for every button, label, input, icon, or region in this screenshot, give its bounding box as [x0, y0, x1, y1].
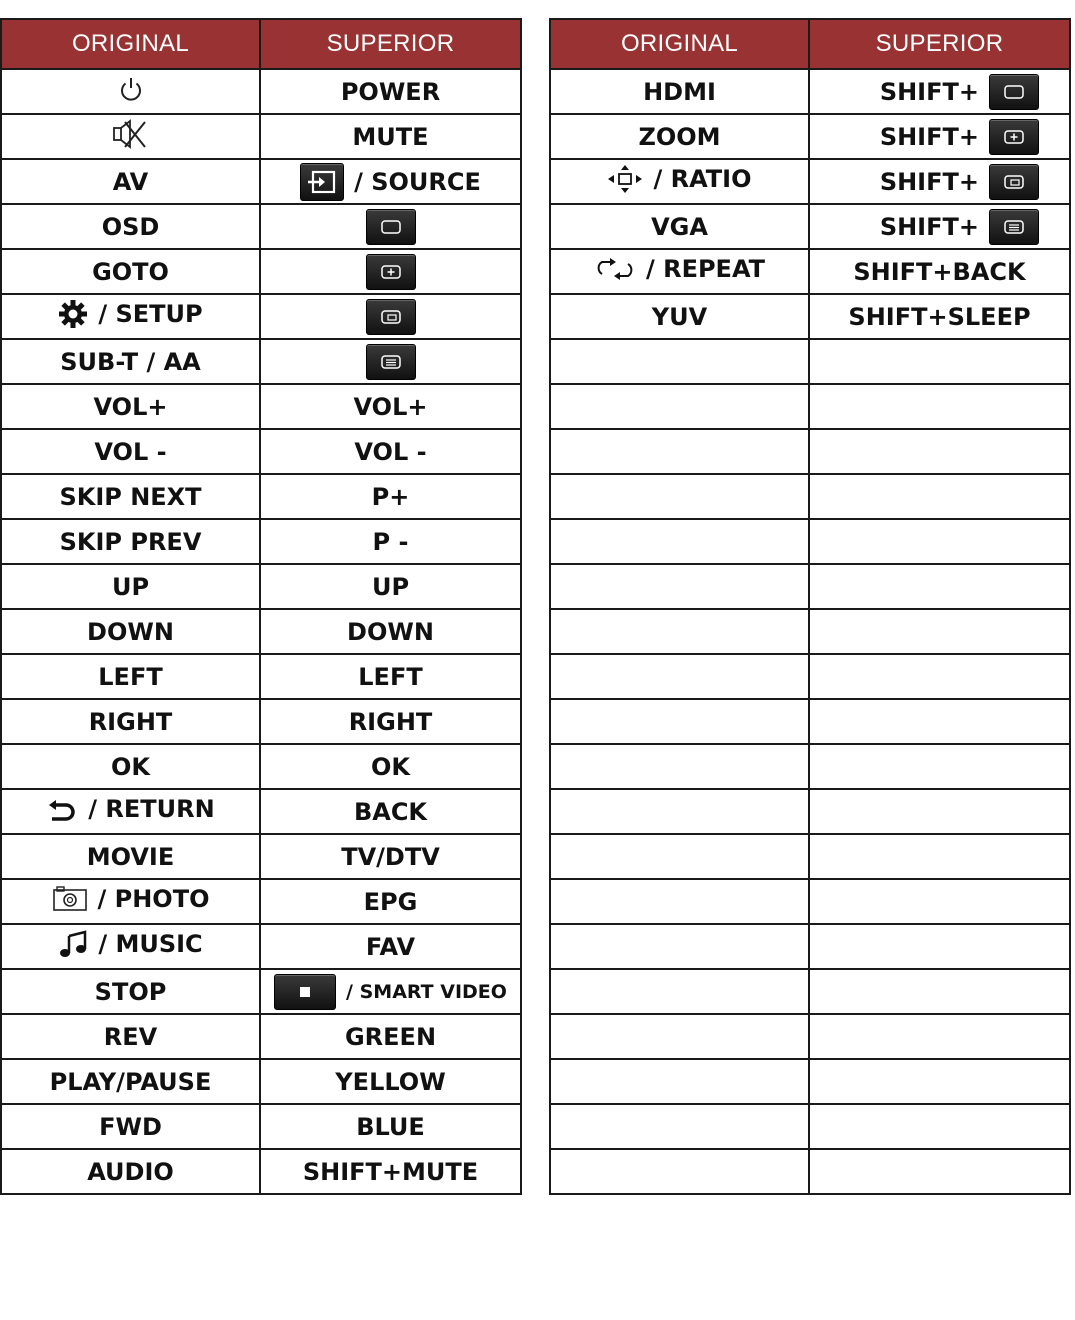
- original-label: AV: [112, 167, 149, 196]
- original-cell-content: [87, 618, 174, 646]
- original-empty-cell: [550, 1059, 809, 1104]
- original-cell-content: [104, 1023, 157, 1051]
- superior-label: SHIFT+MUTE: [302, 1157, 479, 1186]
- right-table-row: [550, 969, 1070, 1014]
- original-cell-content: [594, 255, 765, 283]
- superior-cell: [260, 789, 521, 834]
- original-label: / SETUP: [98, 299, 203, 328]
- superior-empty-cell: [809, 1059, 1070, 1104]
- superior-cell: [260, 294, 521, 339]
- left-table-row: [1, 69, 521, 114]
- original-cell-content: [50, 1068, 212, 1096]
- original-label: VOL+: [93, 392, 168, 421]
- left-table-row: [1, 564, 521, 609]
- original-cell: [1, 429, 260, 474]
- zoom-key-icon: [366, 254, 416, 290]
- original-cell-content: [60, 528, 202, 556]
- ratio-key-icon: [366, 299, 416, 335]
- superior-label: / SMART VIDEO: [346, 980, 507, 1003]
- original-empty-cell: [550, 609, 809, 654]
- original-label: / RATIO: [653, 164, 752, 193]
- original-label: GOTO: [92, 257, 169, 286]
- right-table-row: [550, 789, 1070, 834]
- original-cell: [1, 249, 260, 294]
- power-icon: [116, 74, 146, 104]
- superior-cell-content: [810, 209, 1069, 245]
- left-table-row: [1, 339, 521, 384]
- right-table-row: [550, 699, 1070, 744]
- original-cell-content: [638, 123, 720, 151]
- superior-empty-cell: [809, 654, 1070, 699]
- original-empty-cell: [550, 879, 809, 924]
- left-table-row: [1, 879, 521, 924]
- superior-label: SHIFT+: [879, 212, 979, 241]
- original-cell: [1, 114, 260, 159]
- original-cell-content: [111, 753, 150, 781]
- original-cell-content: [98, 663, 162, 691]
- superior-cell: [809, 249, 1070, 294]
- superior-cell: [260, 339, 521, 384]
- original-label: HDMI: [643, 77, 716, 106]
- superior-cell-content: [371, 753, 410, 781]
- original-cell-content: [94, 393, 168, 421]
- left-table-row: [1, 294, 521, 339]
- superior-cell: [260, 474, 521, 519]
- superior-cell-content: [372, 573, 409, 601]
- superior-empty-cell: [809, 789, 1070, 834]
- superior-cell: [260, 159, 521, 204]
- superior-cell: [260, 69, 521, 114]
- superior-label: SHIFT+SLEEP: [848, 302, 1031, 331]
- left-table-row: [1, 1014, 521, 1059]
- superior-cell: [260, 1014, 521, 1059]
- superior-label: / SOURCE: [354, 167, 481, 196]
- superior-cell-content: [352, 123, 428, 151]
- original-cell: [550, 69, 809, 114]
- superior-cell-content: [335, 1068, 445, 1096]
- superior-cell: [260, 969, 521, 1014]
- superior-label: SHIFT+BACK: [853, 257, 1026, 286]
- superior-empty-cell: [809, 1104, 1070, 1149]
- superior-cell-content: [358, 663, 422, 691]
- original-cell: [1, 654, 260, 699]
- left-header-original: ORIGINAL: [1, 19, 260, 69]
- original-label: YUV: [651, 302, 708, 331]
- superior-label: TV/DTV: [341, 842, 440, 871]
- right-table-row: [550, 924, 1070, 969]
- music-note-icon: [58, 929, 88, 959]
- original-label: SUB-T / AA: [60, 347, 201, 376]
- superior-cell: [809, 294, 1070, 339]
- original-cell-content: [60, 348, 201, 376]
- original-label: FWD: [99, 1112, 162, 1141]
- original-label: / PHOTO: [97, 884, 210, 913]
- original-cell-content: [52, 885, 210, 913]
- right-table-row: [550, 384, 1070, 429]
- original-cell-content: [94, 438, 166, 466]
- original-cell-content: [58, 299, 202, 329]
- original-empty-cell: [550, 564, 809, 609]
- superior-cell: [260, 1149, 521, 1194]
- superior-cell: [809, 69, 1070, 114]
- left-table-row: [1, 609, 521, 654]
- superior-label: P -: [372, 527, 409, 556]
- left-header-row: [1, 19, 521, 69]
- stop-key-icon: [274, 974, 336, 1010]
- original-empty-cell: [550, 1104, 809, 1149]
- right-table-row: [550, 474, 1070, 519]
- right-header-superior: SUPERIOR: [809, 19, 1070, 69]
- original-cell: [1, 1014, 260, 1059]
- original-cell-content: [102, 213, 160, 241]
- gear-icon: [58, 299, 88, 329]
- original-cell-content: [95, 978, 167, 1006]
- superior-label: P+: [371, 482, 410, 511]
- original-cell: [1, 384, 260, 429]
- superior-label: RIGHT: [348, 707, 433, 736]
- original-empty-cell: [550, 384, 809, 429]
- original-cell: [1, 69, 260, 114]
- original-cell-content: [58, 929, 202, 959]
- original-cell: [1, 1059, 260, 1104]
- right-header-row: [550, 19, 1070, 69]
- original-label: / MUSIC: [98, 929, 203, 958]
- superior-cell: [260, 384, 521, 429]
- superior-label: SHIFT+: [879, 122, 979, 151]
- left-table-row: [1, 159, 521, 204]
- superior-label: VOL -: [354, 437, 427, 466]
- superior-label: OK: [371, 752, 410, 781]
- left-table-row: [1, 834, 521, 879]
- superior-empty-cell: [809, 519, 1070, 564]
- original-cell-content: [651, 213, 708, 241]
- superior-cell-content: [347, 618, 434, 646]
- original-label: LEFT: [98, 662, 163, 691]
- original-label: SKIP PREV: [59, 527, 202, 556]
- right-table-row: [550, 339, 1070, 384]
- superior-cell-content: [354, 798, 427, 826]
- superior-empty-cell: [809, 699, 1070, 744]
- original-cell: [1, 879, 260, 924]
- left-table-row: [1, 114, 521, 159]
- left-table-row: [1, 699, 521, 744]
- superior-cell: [260, 609, 521, 654]
- superior-cell-content: [366, 933, 415, 961]
- superior-cell-content: [364, 888, 418, 916]
- original-empty-cell: [550, 474, 809, 519]
- superior-label: GREEN: [344, 1022, 437, 1051]
- original-cell-content: [652, 303, 707, 331]
- superior-empty-cell: [809, 609, 1070, 654]
- superior-cell-content: [349, 708, 433, 736]
- superior-cell: [260, 204, 521, 249]
- superior-label: YELLOW: [335, 1067, 446, 1096]
- list-key-icon: [989, 209, 1039, 245]
- right-table-row: [550, 654, 1070, 699]
- superior-empty-cell: [809, 879, 1070, 924]
- superior-empty-cell: [809, 339, 1070, 384]
- superior-empty-cell: [809, 564, 1070, 609]
- superior-cell-content: [810, 74, 1069, 110]
- superior-cell-content: [354, 438, 426, 466]
- superior-cell: [260, 1104, 521, 1149]
- original-cell: [550, 249, 809, 294]
- superior-empty-cell: [809, 744, 1070, 789]
- superior-cell-content: [341, 78, 440, 106]
- original-empty-cell: [550, 654, 809, 699]
- superior-empty-cell: [809, 924, 1070, 969]
- original-cell: [1, 834, 260, 879]
- original-cell-content: [111, 117, 151, 151]
- left-table-row: [1, 429, 521, 474]
- original-cell-content: [46, 795, 214, 823]
- superior-cell-content: [810, 119, 1069, 155]
- right-table-row: [550, 204, 1070, 249]
- right-table-row: [550, 879, 1070, 924]
- left-table-row: [1, 1104, 521, 1149]
- original-label: ZOOM: [638, 122, 721, 151]
- original-empty-cell: [550, 339, 809, 384]
- original-label: VGA: [651, 212, 708, 241]
- right-table-row: [550, 1149, 1070, 1194]
- original-label: UP: [111, 572, 150, 601]
- superior-cell: [260, 654, 521, 699]
- original-cell-content: [87, 843, 175, 871]
- original-cell-content: [92, 258, 169, 286]
- original-cell-content: [89, 708, 173, 736]
- superior-cell: [260, 879, 521, 924]
- superior-label: LEFT: [358, 662, 423, 691]
- ratio-key-icon: [989, 164, 1039, 200]
- original-label: RIGHT: [88, 707, 173, 736]
- superior-cell: [260, 249, 521, 294]
- original-label: MOVIE: [86, 842, 175, 871]
- superior-cell-content: [372, 483, 410, 511]
- camera-icon: [52, 885, 88, 913]
- right-table-row: [550, 69, 1070, 114]
- right-table-row: [550, 114, 1070, 159]
- original-empty-cell: [550, 429, 809, 474]
- superior-empty-cell: [809, 474, 1070, 519]
- superior-cell-content: [345, 1023, 436, 1051]
- repeat-icon: [594, 255, 636, 283]
- right-table-row: [550, 744, 1070, 789]
- original-label: / REPEAT: [645, 254, 766, 283]
- original-cell: [1, 609, 260, 654]
- superior-label: BLUE: [356, 1112, 425, 1141]
- original-label: PLAY/PAUSE: [49, 1067, 212, 1096]
- original-empty-cell: [550, 744, 809, 789]
- superior-empty-cell: [809, 1149, 1070, 1194]
- superior-cell-content: [366, 254, 416, 290]
- right-table-row: [550, 429, 1070, 474]
- aspect-ratio-icon: [607, 164, 643, 194]
- left-table-row: [1, 924, 521, 969]
- source-input-icon: [300, 163, 344, 201]
- superior-cell-content: [810, 164, 1069, 200]
- right-header-original: ORIGINAL: [550, 19, 809, 69]
- superior-label: SHIFT+: [879, 77, 979, 106]
- left-table-row: [1, 1149, 521, 1194]
- right-mapping-table: [549, 18, 1071, 1195]
- original-empty-cell: [550, 834, 809, 879]
- left-table-row: [1, 1059, 521, 1104]
- superior-label: EPG: [363, 887, 418, 916]
- original-empty-cell: [550, 1014, 809, 1059]
- left-table-row: [1, 969, 521, 1014]
- blank-key-icon: [989, 74, 1039, 110]
- original-cell-content: [59, 483, 201, 511]
- right-table-row: [550, 564, 1070, 609]
- original-cell: [1, 339, 260, 384]
- original-cell-content: [99, 1113, 162, 1141]
- original-label: VOL -: [94, 437, 167, 466]
- original-cell-content: [643, 78, 716, 106]
- blank-key-icon: [366, 209, 416, 245]
- left-header-superior: SUPERIOR: [260, 19, 521, 69]
- original-cell: [1, 474, 260, 519]
- superior-cell: [260, 519, 521, 564]
- superior-label: VOL+: [353, 392, 428, 421]
- original-empty-cell: [550, 789, 809, 834]
- superior-empty-cell: [809, 429, 1070, 474]
- original-cell-content: [112, 573, 149, 601]
- left-table-row: [1, 744, 521, 789]
- superior-cell-content: [848, 303, 1030, 331]
- superior-empty-cell: [809, 834, 1070, 879]
- superior-empty-cell: [809, 969, 1070, 1014]
- original-label: / RETURN: [88, 795, 215, 823]
- original-cell-content: [607, 164, 751, 194]
- left-table-row: [1, 789, 521, 834]
- left-table-row: [1, 654, 521, 699]
- superior-cell-content: [356, 1113, 425, 1141]
- original-empty-cell: [550, 699, 809, 744]
- original-cell: [1, 159, 260, 204]
- original-cell: [1, 924, 260, 969]
- original-cell: [550, 204, 809, 249]
- list-key-icon: [366, 344, 416, 380]
- superior-cell: [809, 159, 1070, 204]
- superior-empty-cell: [809, 384, 1070, 429]
- return-arrow-icon: [46, 796, 78, 822]
- superior-cell: [260, 114, 521, 159]
- superior-cell-content: [373, 528, 409, 556]
- superior-cell: [809, 114, 1070, 159]
- right-table-row: [550, 519, 1070, 564]
- right-table-row: [550, 249, 1070, 294]
- right-table-row: [550, 1104, 1070, 1149]
- original-cell: [1, 789, 260, 834]
- superior-cell: [809, 204, 1070, 249]
- original-cell: [1, 564, 260, 609]
- right-table-row: [550, 159, 1070, 204]
- superior-label: POWER: [340, 77, 441, 106]
- original-cell: [1, 294, 260, 339]
- original-cell: [1, 969, 260, 1014]
- superior-cell: [260, 924, 521, 969]
- right-table-row: [550, 834, 1070, 879]
- superior-cell-content: [274, 974, 507, 1010]
- right-table-row: [550, 609, 1070, 654]
- superior-label: FAV: [365, 932, 416, 961]
- mute-icon: [111, 117, 151, 151]
- original-empty-cell: [550, 924, 809, 969]
- original-empty-cell: [550, 969, 809, 1014]
- superior-cell-content: [341, 843, 440, 871]
- superior-empty-cell: [809, 1014, 1070, 1059]
- original-cell: [550, 114, 809, 159]
- superior-cell: [260, 429, 521, 474]
- superior-cell-content: [300, 163, 481, 201]
- superior-cell-content: [366, 209, 416, 245]
- original-cell: [1, 699, 260, 744]
- original-cell: [1, 1149, 260, 1194]
- superior-label: DOWN: [347, 617, 434, 646]
- superior-label: BACK: [353, 797, 428, 826]
- left-table-row: [1, 204, 521, 249]
- right-table-row: [550, 1059, 1070, 1104]
- original-label: OK: [111, 752, 150, 781]
- superior-cell-content: [853, 258, 1025, 286]
- left-table-row: [1, 519, 521, 564]
- original-label: DOWN: [87, 617, 174, 646]
- superior-cell: [260, 834, 521, 879]
- original-cell: [1, 1104, 260, 1149]
- superior-label: UP: [371, 572, 410, 601]
- superior-cell-content: [354, 393, 428, 421]
- superior-label: MUTE: [352, 122, 429, 151]
- original-cell-content: [113, 168, 149, 196]
- superior-cell-content: [366, 344, 416, 380]
- right-table-row: [550, 294, 1070, 339]
- original-label: OSD: [101, 212, 160, 241]
- left-table-row: [1, 474, 521, 519]
- original-cell: [1, 744, 260, 789]
- original-cell-content: [87, 1158, 174, 1186]
- superior-cell: [260, 699, 521, 744]
- zoom-key-icon: [989, 119, 1039, 155]
- left-table-row: [1, 384, 521, 429]
- superior-cell-content: [366, 299, 416, 335]
- original-cell: [550, 159, 809, 204]
- superior-cell: [260, 564, 521, 609]
- original-cell: [1, 519, 260, 564]
- original-cell: [1, 204, 260, 249]
- original-label: SKIP NEXT: [59, 482, 202, 511]
- original-empty-cell: [550, 1149, 809, 1194]
- left-table-row: [1, 249, 521, 294]
- original-label: REV: [103, 1022, 158, 1051]
- original-label: STOP: [94, 977, 167, 1006]
- superior-cell-content: [303, 1158, 478, 1186]
- original-label: AUDIO: [87, 1157, 174, 1186]
- left-mapping-table: [0, 18, 522, 1195]
- superior-cell: [260, 1059, 521, 1104]
- superior-cell: [260, 744, 521, 789]
- superior-label: SHIFT+: [879, 167, 979, 196]
- original-cell-content: [116, 74, 146, 104]
- original-empty-cell: [550, 519, 809, 564]
- original-cell: [550, 294, 809, 339]
- right-table-row: [550, 1014, 1070, 1059]
